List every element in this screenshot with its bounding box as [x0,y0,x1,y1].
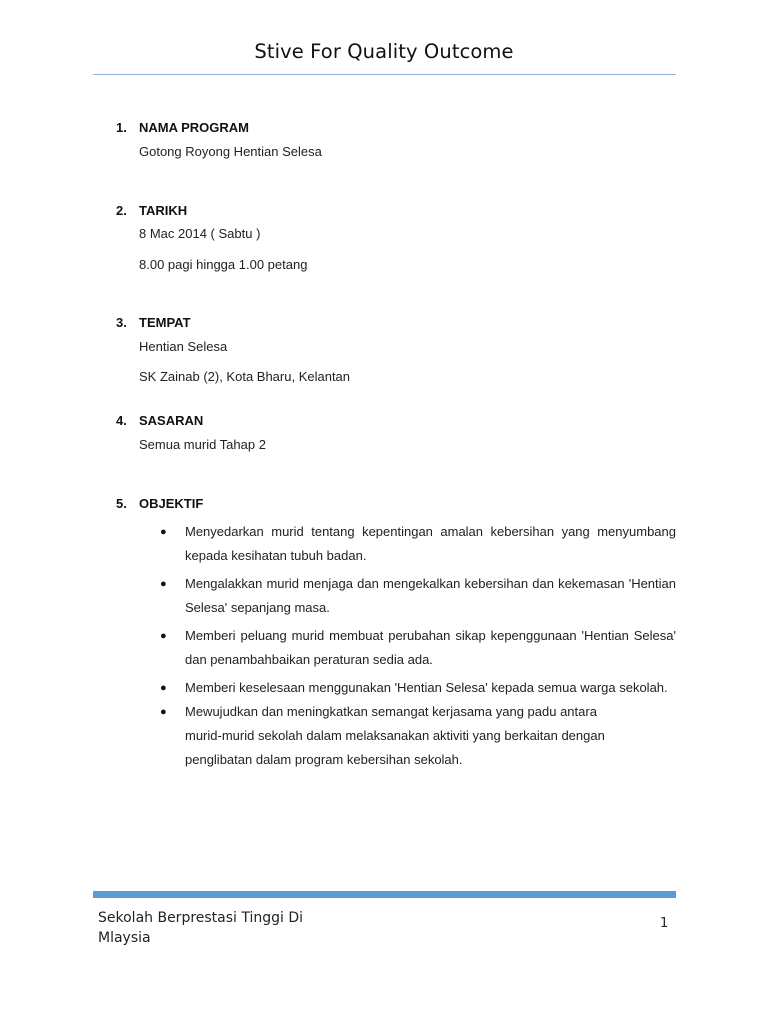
footer-school-name: Sekolah Berprestasi Tinggi Di Mlaysia [98,910,304,946]
section-number: 2. [116,203,127,218]
section-line: 8 Mac 2014 ( Sabtu ) [139,226,261,241]
section-line: SK Zainab (2), Kota Bharu, Kelantan [139,369,351,384]
section-heading-tarikh: TARIKH [139,203,188,218]
section-heading-nama-program: NAMA PROGRAM [139,120,250,135]
list-item [160,520,676,568]
footer-rule [93,891,676,898]
bullet-icon: ● [160,526,167,538]
list-item [160,700,676,772]
section-number: 3. [116,315,127,330]
section-heading-tempat: TEMPAT [139,315,191,330]
header-rule [93,74,676,75]
list-item [160,572,676,620]
section-number: 1. [116,120,127,135]
list-item [160,624,676,672]
page-header-title: Stive For Quality Outcome [254,40,514,63]
section-heading-sasaran: SASARAN [139,413,204,428]
objective-text: Mewujudkan dan meningkatkan semangat kerjasama yang padu antara murid-murid sekolah dalam melaksanakan aktiviti yang berkaitan dengan penglibatan dalam program kebersihan sekolah. [185,704,605,767]
section-line: Gotong Royong Hentian Selesa [139,144,322,159]
section-number: 5. [116,496,127,511]
section-line: Semua murid Tahap 2 [139,437,266,452]
section-heading-objektif: OBJEKTIF [139,496,204,511]
bullet-icon: ● [160,682,167,694]
bullet-icon: ● [160,630,167,642]
objective-text: Menyedarkan murid tentang kepentingan amalan kebersihan yang menyumbang kepada kesihatan tubuh badan. [185,524,676,563]
objectives-list [160,520,676,772]
section-line: Hentian Selesa [139,339,228,354]
section-line: 8.00 pagi hingga 1.00 petang [139,257,308,272]
bullet-icon: ● [160,706,167,718]
objective-text: Memberi keselesaan menggunakan 'Hentian Selesa' kepada semua warga sekolah. [185,680,668,695]
bullet-icon: ● [160,578,167,590]
section-number: 4. [116,413,127,428]
objective-text: Mengalakkan murid menjaga dan mengekalkan kebersihan dan kekemasan 'Hentian Selesa' sepanjang masa. [185,576,676,615]
objective-text: Memberi peluang murid membuat perubahan sikap kepenggunaan 'Hentian Selesa' dan penambahbaikan peraturan sedia ada. [185,628,676,667]
page-number: 1 [660,916,669,931]
list-item [160,676,676,700]
